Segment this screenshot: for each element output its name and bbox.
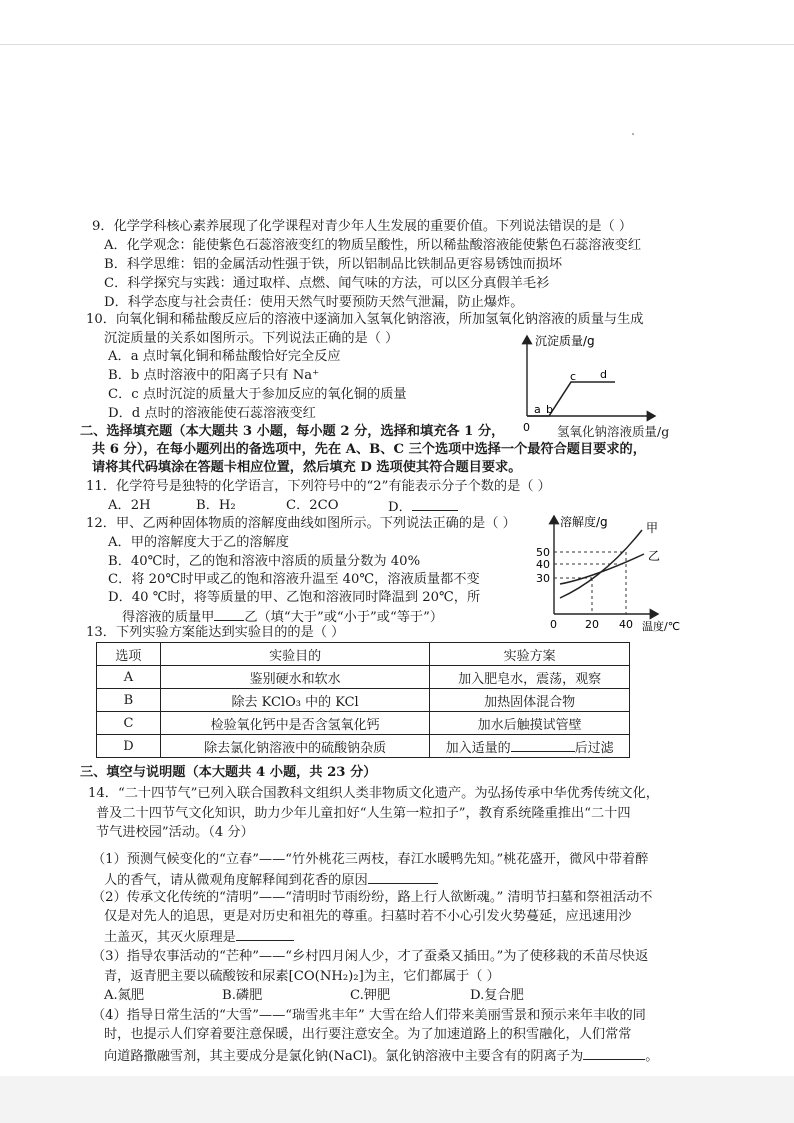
q14-part3-line2: 青，返青肥主要以硫酸铵和尿素[CO(NH₂)₂]为主，它们都属于（ ） xyxy=(104,969,500,984)
q13-cell-purpose: 除去氯化钠溶液中的硫酸钠杂质 xyxy=(160,735,429,758)
q11-option-b: B．H₂ xyxy=(196,498,236,513)
q10-option-b: B．b 点时溶液中的阳离子只有 Na⁺ xyxy=(108,368,320,383)
q14-part2-blank[interactable] xyxy=(236,927,294,941)
q12-x-label: 温度/℃ xyxy=(642,620,681,633)
q10-x-label: 氢氧化钠溶液质量/g xyxy=(557,424,670,439)
q9-option-d: D．科学态度与社会责任：使用天然气时要预防天然气泄漏，防止爆炸。 xyxy=(104,295,524,310)
q11-stem: 11．化学符号是独特的化学语言，下列符号中的“2”有能表示分子个数的是（ ） xyxy=(86,479,551,494)
q14-part1-line2 xyxy=(104,870,438,890)
q14-part3-option-a: A.氮肥 xyxy=(104,988,145,1003)
q13-cell-option: D xyxy=(97,735,161,758)
q13-stem: 13．下列实验方案能达到实验目的的是（ ） xyxy=(86,625,345,640)
q14-intro-line3: 节气进校园”活动。（4 分） xyxy=(96,825,254,840)
q14-part4-line3: 向道路撒融雪剂，其主要成分是氯化钠(NaCl)。氯化钠溶液中主要含有的阴离子为 。 xyxy=(104,1046,658,1066)
table-row xyxy=(97,712,630,735)
q12-curve-yi xyxy=(560,554,644,584)
q14-part4-blank[interactable] xyxy=(583,1046,645,1060)
q14-part2-line3 xyxy=(104,927,294,947)
q14-part3-option-c: C.钾肥 xyxy=(350,988,391,1003)
q13-header-plan: 实验方案 xyxy=(430,643,630,666)
q12-tick-50: 50 xyxy=(536,546,550,559)
q9-stem: 9．化学学科核心素养展现了化学课程对青少年人生发展的重要价值。下列说法错误的是（ ） xyxy=(92,219,633,234)
q12-d-text-after: 乙（填“大于”或“小于”或“等于”） xyxy=(244,610,444,625)
q10-stem-line2: 沉淀质量的关系如图所示。下列说法正确的是（ ） xyxy=(104,331,399,346)
q14-part3-option-d: D.复合肥 xyxy=(470,988,524,1003)
q12-option-d-line1: D．40 ℃时，将等质量的甲、乙饱和溶液同时降温到 20℃，所 xyxy=(108,590,481,605)
q12-label-jia: 甲 xyxy=(646,521,659,535)
q10-option-a: A．a 点时氧化铜和稀盐酸恰好完全反应 xyxy=(108,349,341,364)
q9-option-a: A．化学观念：能使紫色石蕊溶液变红的物质呈酸性，所以稀盐酸溶液能使紫色石蕊溶液变红 xyxy=(104,238,642,253)
q12-tick-0: 0 xyxy=(550,618,557,631)
q14-part1-line1: （1）预测气候变化的“立春”——“竹外桃花三两枝，春江水暖鸭先知。”桃花盛开，微风中带着醉 xyxy=(92,852,649,867)
table-row xyxy=(97,666,630,689)
q14-part1-blank[interactable] xyxy=(368,870,438,884)
q11-option-a: A．2H xyxy=(108,498,151,513)
q9-option-c: C．科学探究与实践：通过取样、点燃、闻气味的方法，可以区分真假羊毛衫 xyxy=(104,276,550,291)
q12-y-label: 溶解度/g xyxy=(560,515,608,529)
q11-answer-blank[interactable] xyxy=(412,497,458,511)
q12-option-b: B．40℃时，乙的饱和溶液中溶质的质量分数为 40% xyxy=(108,554,421,569)
q11-option-d-label: D． xyxy=(388,500,412,515)
q10-point-b-label: b xyxy=(546,403,553,416)
q12-option-c: C．将 20℃时甲或乙的饱和溶液升温至 40℃，溶液质量都不变 xyxy=(108,572,480,587)
section2-heading-line1: 二、选择填充题（本大题共 3 小题，每小题 2 分，选择和填充各 1 分， xyxy=(80,424,505,439)
q9-option-b: B．科学思维：铝的金属活动性强于铁，所以铝制品比铁制品更容易锈蚀而损坏 xyxy=(104,257,563,272)
section2-heading-line2: 共 6 分），在每小题列出的备选项中，先在 A、B、C 三个选项中选择一个最符合题目要求的， xyxy=(92,442,646,457)
q14-part2-line1: （2）传承文化传统的“清明”——“清明时节雨纷纷，路上行人欲断魂。” 清明节扫墓和祭祖活动不 xyxy=(92,890,653,905)
q13-table-header xyxy=(97,643,630,666)
scan-speck xyxy=(632,133,634,135)
table-row xyxy=(97,689,630,712)
q10-point-d-label: d xyxy=(600,368,607,381)
q10-option-d: D．d 点时的溶液能使石蕊溶液变红 xyxy=(108,406,316,421)
q13-header-option: 选项 xyxy=(97,643,161,666)
q13-cell-plan: 加热固体混合物 xyxy=(430,689,630,712)
q12-stem: 12．甲、乙两种固体物质的溶解度曲线如图所示。下列说法正确的是（ ） xyxy=(86,516,516,531)
section2-heading-line3: 请将其代码填涂在答题卡相应位置，然后填充 D 选项使其符合题目要求。 xyxy=(92,460,522,475)
q14-intro-line1: 14．“二十四节气”已列入联合国教科文组织人类非物质文化遗产。为弘扬传承中华优秀传统文化， xyxy=(88,786,659,801)
q13-header-purpose: 实验目的 xyxy=(160,643,429,666)
q13-table xyxy=(96,642,630,758)
q13-cell-plan: 加入肥皂水，震荡，观察 xyxy=(430,666,630,689)
q12-tick-30: 30 xyxy=(536,572,550,585)
q13-cell-plan xyxy=(430,735,630,758)
q12-tick-40c: 40 xyxy=(619,618,633,631)
q12-answer-blank[interactable] xyxy=(214,607,244,621)
q14-part4-line2: 时，也提示人们穿着要注意保暖，出行要注意安全。为了加速道路上的积雪融化，人们常常 xyxy=(104,1027,632,1042)
table-row xyxy=(97,735,630,758)
q10-option-c: C．c 点时沉淀的质量大于参加反应的氧化铜的质量 xyxy=(108,387,407,402)
q12-d-text-before: 得溶液的质量甲 xyxy=(122,610,215,625)
q10-stem-line1: 10．向氧化铜和稀盐酸反应后的溶液中逐滴加入氢氧化钠溶液，所加氢氧化钠溶液的质量与生成 xyxy=(86,312,644,327)
q12-solubility-graph xyxy=(530,512,690,634)
q14-part3-line1: （3）指导农事活动的“芒种”——“乡村四月闲人少，才了蚕桑又插田。”为了使移栽的禾苗尽快返 xyxy=(92,949,649,964)
q12-tick-40: 40 xyxy=(536,558,550,571)
q10-origin-label: 0 xyxy=(523,421,530,434)
section3-heading: 三、填空与说明题（本大题共 4 小题，共 23 分） xyxy=(80,765,377,780)
q13-cell-purpose: 检验氧化钙中是否含氢氧化钙 xyxy=(160,712,429,735)
q14-part3-option-b: B.磷肥 xyxy=(222,988,263,1003)
q12-label-yi: 乙 xyxy=(648,549,661,563)
page-top-border xyxy=(0,44,794,45)
q13-d-plan-tail: 后过滤 xyxy=(574,740,614,756)
q10-point-a-label: a xyxy=(534,403,541,416)
q10-point-c-label: c xyxy=(570,370,577,383)
q13-cell-option: A xyxy=(97,666,161,689)
q14-part2-text: 土盖灭，其灭火原理是 xyxy=(104,930,236,945)
q14-part4-text: 向道路撒融雪剂，其主要成分是氯化钠(NaCl)。氯化钠溶液中主要含有的阴离子为 xyxy=(104,1049,584,1064)
q14-part2-line2: 仅是对先人的追思，更是对历史和祖先的尊重。扫墓时若不小心引发火势蔓延，应迅速用沙 xyxy=(104,909,632,924)
q13-cell-purpose: 除去 KClO₃ 中的 KCl xyxy=(160,689,429,712)
q14-intro-line2: 普及二十四节气文化知识，助力少年儿童扣好“人生第一粒扣子”，教育系统隆重推出“二十四 xyxy=(96,806,631,821)
q14-part4-line1: （4）指导日常生活的“大雪”——“瑞雪兆丰年” 大雪在给人们带来美丽雪景和预示来年丰收的同 xyxy=(92,1008,646,1023)
q13-cell-plan: 加水后触摸试管壁 xyxy=(430,712,630,735)
q13-cell-option: C xyxy=(97,712,161,735)
q13-cell-purpose: 鉴别硬水和软水 xyxy=(160,666,429,689)
page-bottom-band xyxy=(0,1076,794,1123)
q12-option-a: A．甲的溶解度大于乙的溶解度 xyxy=(108,535,289,550)
q10-y-label: 沉淀质量/g xyxy=(535,334,595,348)
q12-tick-20: 20 xyxy=(585,618,599,631)
q11-option-d xyxy=(388,497,458,517)
q13-answer-blank[interactable] xyxy=(511,738,575,752)
q13-cell-option: B xyxy=(97,689,161,712)
q13-d-plan-text: 加入适量的 xyxy=(445,740,511,756)
q11-option-c: C．2CO xyxy=(286,498,339,513)
q14-part1-text: 人的香气，请从微观角度解释闻到花香的原因 xyxy=(104,873,368,888)
